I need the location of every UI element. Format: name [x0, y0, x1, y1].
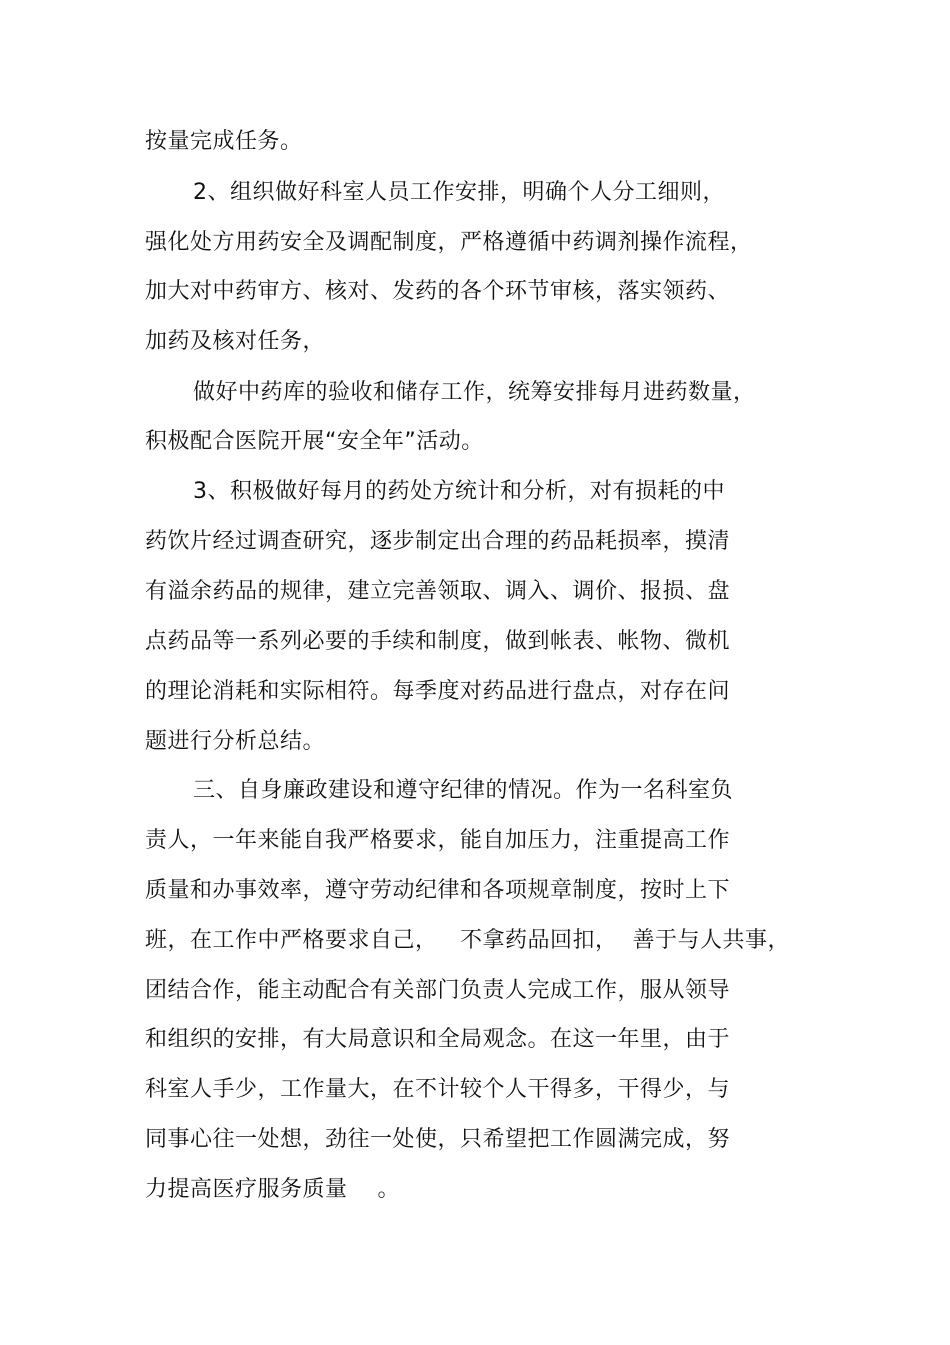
- text-line: 药饮片经过调查研究，逐步制定出合理的药品耗损率，摸清: [145, 529, 731, 554]
- text-line: 质量和办事效率，遵守劳动纪律和各项规章制度，按时上下: [145, 878, 731, 903]
- text-line: 三、自身廉政建设和遵守纪律的情况。作为一名科室负: [193, 778, 734, 803]
- text-line: 点药品等一系列必要的手续和制度，做到帐表、帐物、微机: [145, 629, 731, 654]
- text-line: 的理论消耗和实际相符。每季度对药品进行盘点，对存在问: [145, 679, 731, 704]
- text-line: 同事心往一处想，劲往一处使，只希望把工作圆满完成，努: [145, 1127, 731, 1152]
- text-line: 有溢余药品的规律，建立完善领取、调入、调价、报损、盘: [145, 579, 731, 604]
- text-line: 和组织的安排，有大局意识和全局观念。在这一年里，由于: [145, 1027, 731, 1052]
- text-line: 责人，一年来能自我严格要求，能自加压力，注重提高工作: [145, 828, 731, 853]
- text-line: 按量完成任务。: [145, 129, 303, 154]
- text-line: 科室人手少，工作量大，在不计较个人干得多，干得少，与: [145, 1077, 731, 1102]
- text-line: 3、积极做好每月的药处方统计和分析，对有损耗的中: [193, 479, 725, 504]
- text-line: 力提高医疗服务质量 。: [145, 1177, 400, 1202]
- text-line: 题进行分析总结。: [145, 729, 326, 754]
- text-line: 2、组织做好科室人员工作安排，明确个人分工细则，: [193, 180, 725, 205]
- text-line: 加大对中药审方、核对、发药的各个环节审核，落实领药、: [145, 279, 731, 304]
- text-line: 做好中药库的验收和储存工作，统筹安排每月进药数量，: [193, 380, 756, 405]
- text-line: 团结合作，能主动配合有关部门负责人完成工作，服从领导: [145, 978, 731, 1003]
- text-line: 班，在工作中严格要求自己， 不拿药品回扣， 善于与人共事，: [145, 928, 790, 953]
- text-line: 积极配合医院开展“安全年”活动。: [145, 429, 484, 454]
- text-line: 强化处方用药安全及调配制度，严格遵循中药调剂操作流程，: [145, 230, 753, 255]
- text-line: 加药及核对任务，: [145, 329, 326, 354]
